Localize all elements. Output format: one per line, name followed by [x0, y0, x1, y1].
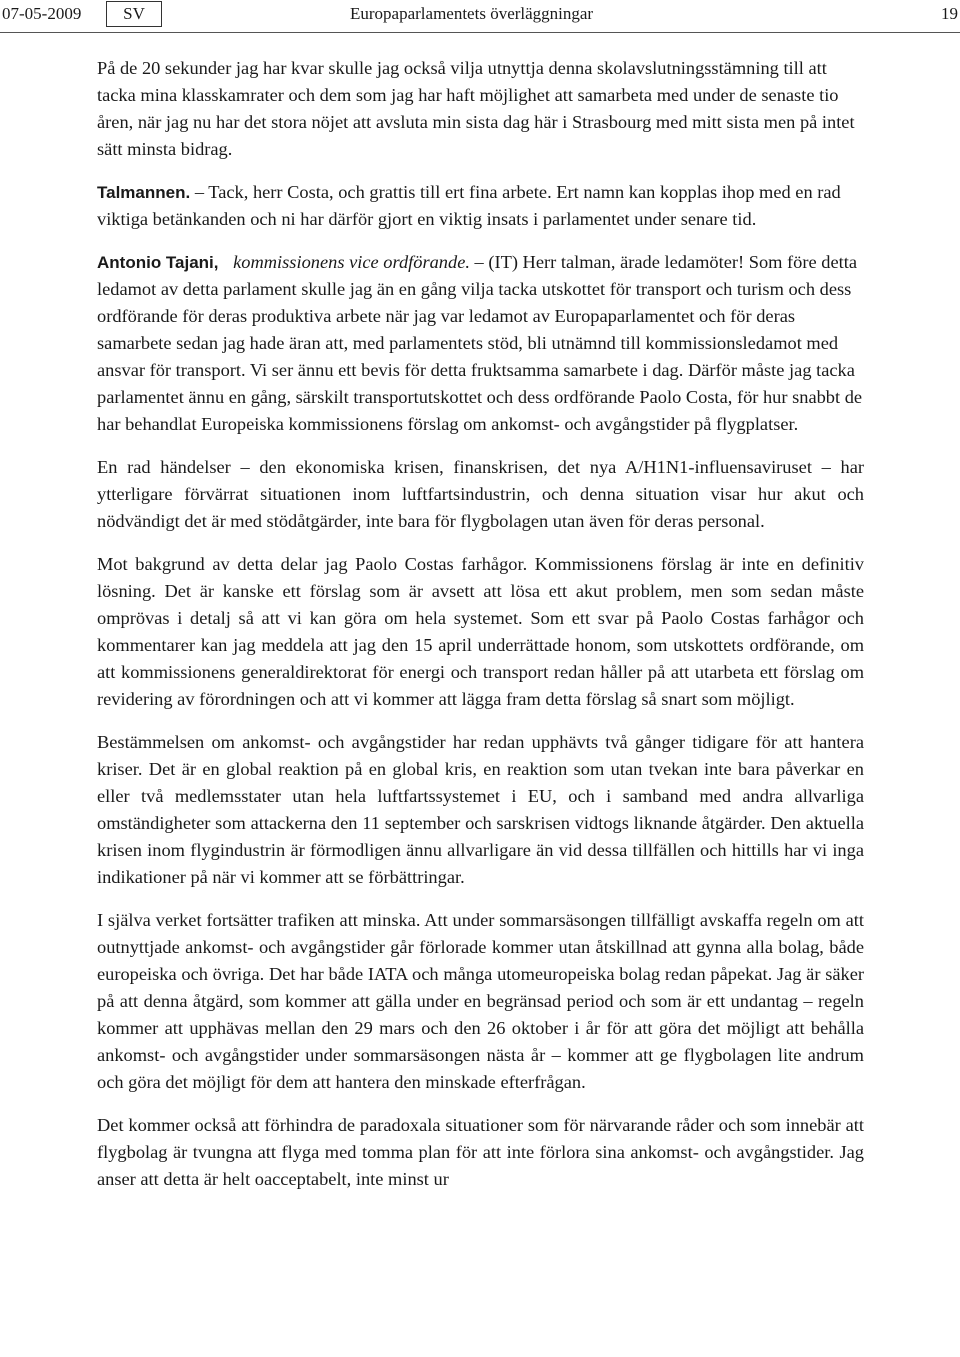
paragraph-3-text: – (IT) Herr talman, ärade ledamöter! Som före detta ledamot av detta parlament skulle jag än en gång vilja tacka utskottet för transport och turism och dess ordförande för deras produktiva arbete när jag var ledamot av Europaparlamentet och för deras samarbete sedan jag hade äran att, med parlamentets stöd, bli utnämnd till kommissionsledamot med ansvar för transport. Vi ser ännu ett bevis för detta fruktsamma samarbete i dag. Därför måste jag tacka parlamentet ännu en gång, särskilt transportutskottet och dess ordförande Paolo Costa, för hur snabbt de har behandlat Europeiska kommissionens förslag om ankomst- och avgångstider på flygplatser. — [97, 252, 863, 434]
page-number: 19 — [941, 4, 958, 23]
paragraph-2-text: – Tack, herr Costa, och grattis till ert fina arbete. Ert namn kan kopplas ihop med en rad viktiga betänkanden och ni har därför gjort en viktig insats i parlamentet under senare tid. — [97, 182, 841, 229]
paragraph-2 — [97, 179, 864, 233]
header-title: Europaparlamentets överläggningar — [350, 4, 594, 23]
paragraph-7: I själva verket fortsätter trafiken att minska. Att under sommarsäsongen tillfälligt avskaffa regeln om att outnyttjade ankomst- och avgångstider går förlorade kommer utan åtskillnad att gynna alla bolag, både europeiska och övriga. Det har både IATA och många utomeuropeiska bolag redan påpekat. Jag är säker på att denna åtgärd, som kommer att gälla under en begränsad period och som är ett undantag – regeln kommer att upphävas mellan den 29 mars och den 26 oktober i år för att göra det möjligt att behålla ankomst- och avgångstider under sommarsäsongen nästa år – kommer att ge flygbolagen lite andrum och göra det möjligt för dem att hantera den minskade efterfrågan. — [97, 910, 864, 1092]
paragraph-1: På de 20 sekunder jag har kvar skulle jag också vilja utnyttja denna skolavslutningsstämning till att tacka mina klasskamrater och dem som jag har haft möjlighet att samarbeta med under de senaste tio åren, när jag nu har det stora nöjet att avsluta min sista dag här i Strasbourg med mitt sista men på intet sätt minsta bidrag. — [97, 58, 855, 159]
speaker-name: Antonio Tajani, — [97, 253, 219, 272]
page-header — [0, 0, 960, 33]
paragraph-6: Bestämmelsen om ankomst- och avgångstider har redan upphävts två gånger tidigare för att hantera kriser. Det är en global reaktion på en global kris, en reaktion som utan tvekan inte bara påverkar en eller två medlemsstater utan hela luftfartssystemet i EU, och i samband med andra allvarliga omständigheter som attackerna den 11 september och sarskrisen vidtogs liknande åtgärder. Den aktuella krisen inom flygindustrin är förmodligen ännu allvarligare än vid dessa tillfällen och hittills har vi inga indikationer på när vi kommer att se förbättringar. — [97, 732, 864, 887]
document-body — [97, 55, 864, 1209]
paragraph-3 — [97, 249, 864, 438]
paragraph-8: Det kommer också att förhindra de paradoxala situationer som för närvarande råder och som innebär att flygbolag är tvungna att flyga med tomma plan för att inte förlora sina ankomst- och avgångstider. Jag anser att detta är helt oacceptabelt, inte minst ur — [97, 1115, 864, 1189]
language-badge: SV — [106, 1, 162, 27]
speaker-name: Talmannen. — [97, 183, 191, 202]
paragraph-4: En rad händelser – den ekonomiska krisen, finanskrisen, det nya A/H1N1-influensaviruset – har ytterligare förvärrat situationen inom luftfartsindustrin, och denna situation visar hur akut och nödvändigt det är med stödåtgärder, inte bara för flygbolagen utan även för deras personal. — [97, 457, 864, 531]
header-date: 07-05-2009 — [2, 4, 82, 23]
paragraph-5: Mot bakgrund av detta delar jag Paolo Costas farhågor. Kommissionens förslag är inte en definitiv lösning. Det är kanske ett förslag som är avsett att lösa ett akut problem, men som sedan måste omprövas i detalj så att vi kan göra om hela systemet. Som ett svar på Paolo Costas farhågor och kommentarer kan jag meddela att jag den 15 april underrättade honom, som utskottets ordförande, om att kommissionens generaldirektorat för energi och transport redan håller på att utarbeta ett förslag om revidering av förordningen och att vi kommer att lägga fram detta förslag så snart som möjligt. — [97, 554, 864, 709]
speaker-role: kommissionens vice ordförande. — [233, 252, 470, 272]
